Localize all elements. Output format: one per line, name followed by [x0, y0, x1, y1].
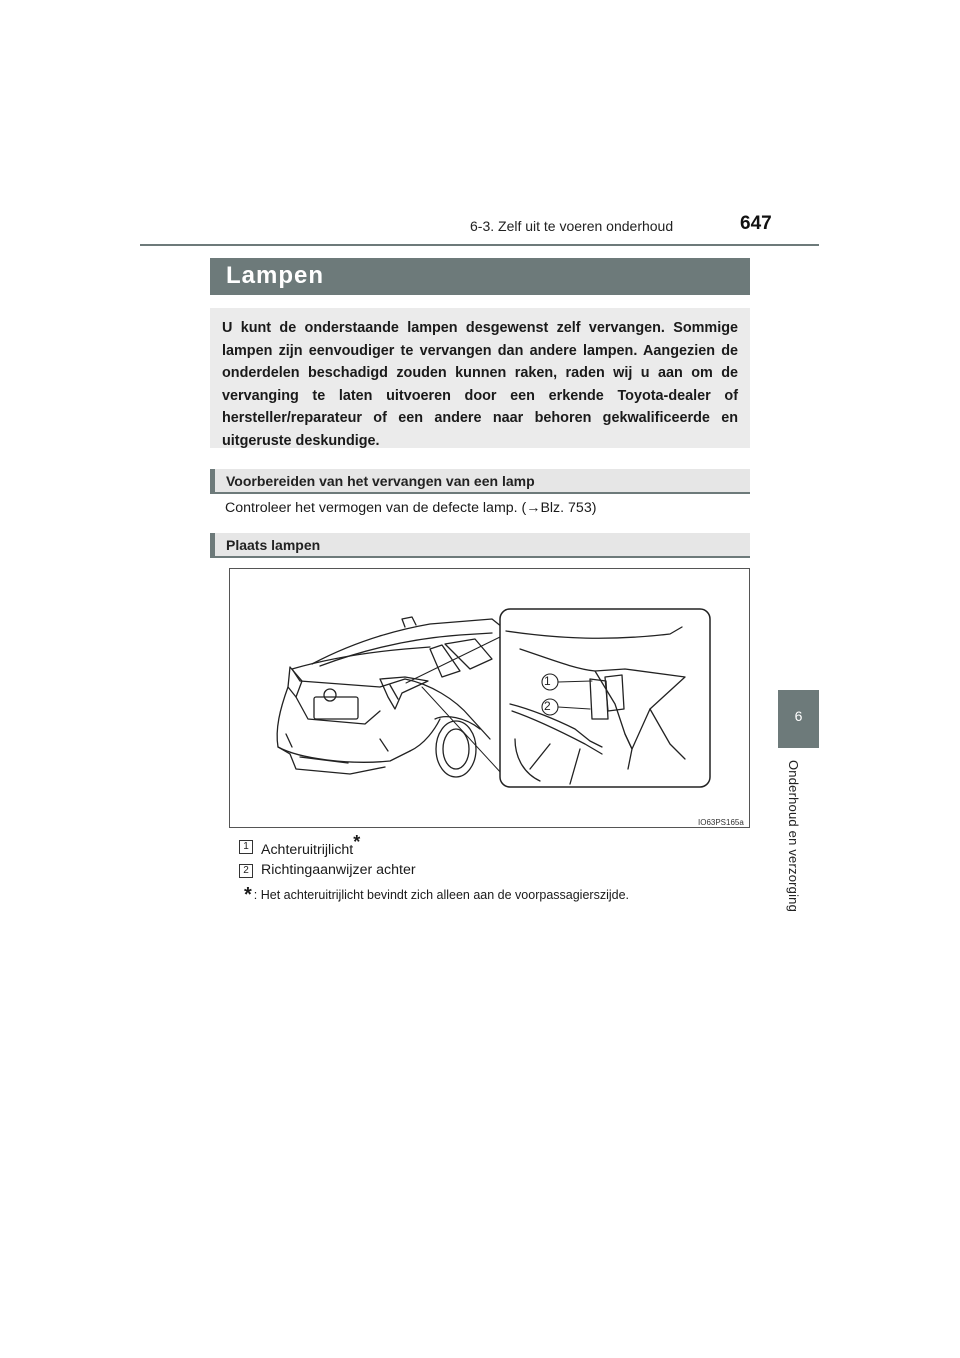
footnote-text: : Het achteruitrijlicht bevindt zich alleen aan de voorpassagierszijde. [253, 888, 629, 902]
page-title: Lampen [226, 262, 325, 289]
footnote-asterisk: * [244, 884, 252, 906]
callout-2-label: 2 [544, 699, 551, 713]
body-text: Controleer het vermogen van de defecte lamp. (→Blz. 753) [225, 500, 597, 516]
detail-inset [500, 609, 710, 787]
legend-number-2: 2 [239, 864, 253, 878]
section-heading-lamps [210, 533, 750, 558]
callout-1-label: 1 [544, 674, 551, 688]
header-rule [140, 244, 819, 246]
heading-marker [210, 533, 215, 556]
car-rear-illustration [230, 569, 749, 827]
intro-box [210, 308, 750, 448]
lamp-location-figure [229, 568, 750, 828]
chapter-number: 6 [794, 708, 803, 724]
legend-text: Richtingaanwijzer achter [261, 862, 416, 878]
intro-text: U kunt de onderstaande lampen desgewenst zelf vervangen. Sommige lampen zijn eenvoudiger te vervangen dan andere lampen. Aangezien de onderdelen beschadigd zouden kunnen raken, raden wij u aan om de vervanging te laten uitvoeren door een erkende Toyota-dealer of hersteller/reparateur of een andere naar behoren gekwalificeerde en uitgeruste deskundige. [222, 320, 738, 449]
section-heading-text: Voorbereiden van het vervangen van een lamp [226, 473, 535, 489]
asterisk: * [353, 832, 361, 852]
footnote [244, 882, 629, 905]
legend-text: Achteruitrijlicht [261, 842, 354, 858]
page-number: 647 [740, 213, 772, 234]
chapter-label: Onderhoud en verzorging [786, 760, 801, 913]
section-heading-preparation [210, 469, 750, 494]
section-heading-text: Plaats lampen [226, 537, 321, 553]
legend-number-1: 1 [239, 840, 253, 854]
section-reference: 6-3. Zelf uit te voeren onderhoud [470, 218, 674, 234]
legend-item-rear-turn-signal [261, 862, 416, 878]
heading-marker [210, 469, 215, 492]
legend-item-reversing-light [261, 832, 361, 859]
figure-code: IO63PS165a [698, 818, 744, 827]
